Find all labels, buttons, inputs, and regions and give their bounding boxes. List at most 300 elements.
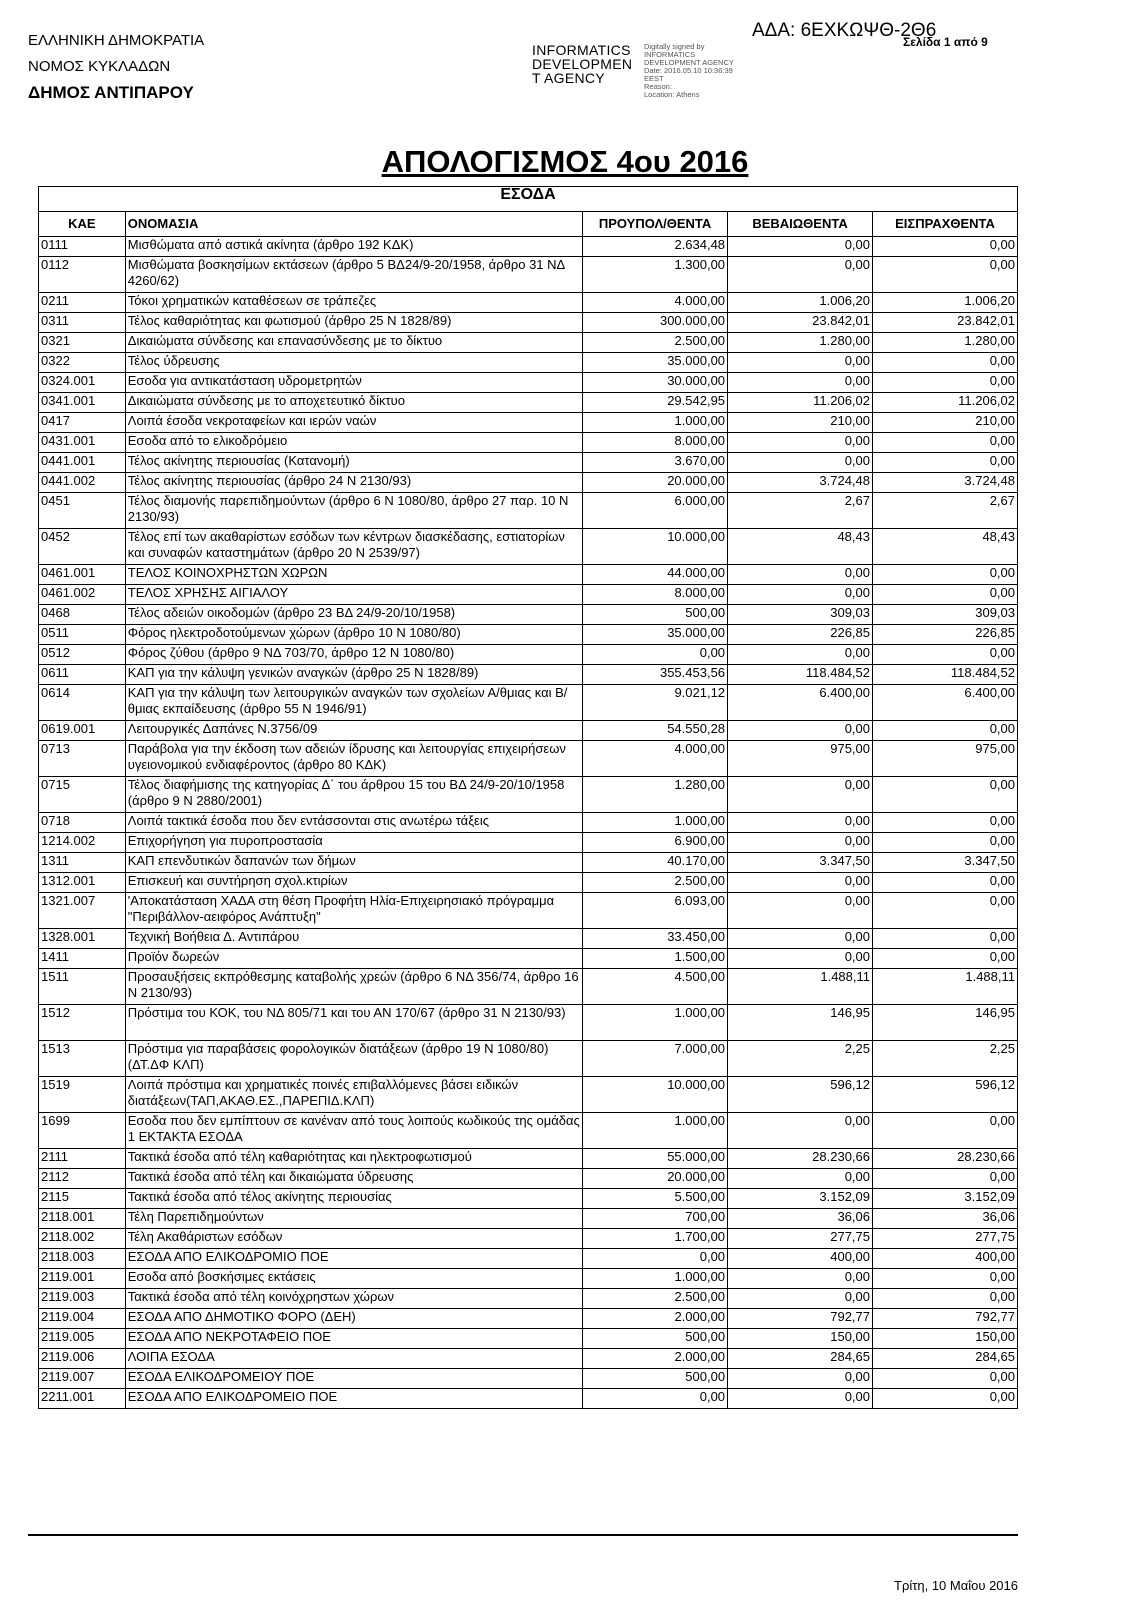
cell-name: Τέλος επί των ακαθαρίστων εσόδων των κέντρων διασκέδασης, εστιατορίων και συναφών καταστημάτων (άρθρο 20 Ν 2539/97)	[125, 529, 582, 565]
cell-kae: 1511	[39, 969, 126, 1005]
cell-collected: 0,00	[873, 353, 1018, 373]
cell-kae: 0715	[39, 777, 126, 813]
table-row	[39, 853, 1018, 873]
cell-name: Εσοδα για αντικατάσταση υδρομετρητών	[125, 373, 582, 393]
cell-collected: 210,00	[873, 413, 1018, 433]
cell-budget: 4.500,00	[583, 969, 728, 1005]
cell-kae: 0417	[39, 413, 126, 433]
cell-budget: 6.093,00	[583, 893, 728, 929]
cell-name: Επιχορήγηση για πυροπροστασία	[125, 833, 582, 853]
cell-kae: 1321.007	[39, 893, 126, 929]
cell-budget: 54.550,28	[583, 721, 728, 741]
cell-kae: 0451	[39, 493, 126, 529]
cell-budget: 1.000,00	[583, 1113, 728, 1149]
cell-budget: 1.280,00	[583, 777, 728, 813]
signature-details	[644, 43, 734, 99]
cell-kae: 2211.001	[39, 1389, 126, 1409]
cell-confirmed: 0,00	[728, 645, 873, 665]
page-number: Σελίδα 1 από 9	[903, 35, 988, 49]
table-row	[39, 493, 1018, 529]
cell-kae: 1513	[39, 1041, 126, 1077]
cell-confirmed: 0,00	[728, 873, 873, 893]
ada-code: ΑΔΑ: 6ΕΧΚΩΨΘ-2Θ6	[752, 20, 937, 41]
cell-name: Δικαιώματα σύνδεσης με το αποχετευτικό δίκτυο	[125, 393, 582, 413]
table-row	[39, 373, 1018, 393]
table-row	[39, 257, 1018, 293]
table-row	[39, 833, 1018, 853]
cell-kae: 0461.001	[39, 565, 126, 585]
page-title-text: ΑΠΟΛΟΓΙΣΜΟΣ 4ου 2016	[381, 144, 749, 179]
cell-collected: 28.230,66	[873, 1149, 1018, 1169]
cell-collected: 48,43	[873, 529, 1018, 565]
cell-collected: 6.400,00	[873, 685, 1018, 721]
cell-budget: 40.170,00	[583, 853, 728, 873]
table-row	[39, 433, 1018, 453]
cell-confirmed: 1.488,11	[728, 969, 873, 1005]
cell-collected: 0,00	[873, 645, 1018, 665]
cell-budget: 2.634,48	[583, 237, 728, 257]
cell-collected: 2,67	[873, 493, 1018, 529]
cell-confirmed: 48,43	[728, 529, 873, 565]
cell-name: Εσοδα από το ελικοδρόμειο	[125, 433, 582, 453]
issuer-line-1: ΕΛΛΗΝΙΚΗ ΔΗΜΟΚΡΑΤΙΑ	[28, 32, 205, 49]
cell-kae: 1312.001	[39, 873, 126, 893]
cell-confirmed: 0,00	[728, 433, 873, 453]
cell-collected: 23.842,01	[873, 313, 1018, 333]
sig-line: EEST	[644, 74, 664, 83]
cell-kae: 1311	[39, 853, 126, 873]
table-row	[39, 929, 1018, 949]
cell-name: Τεχνική Βοήθεια Δ. Αντιπάρου	[125, 929, 582, 949]
sig-line: DEVELOPMENT AGENCY	[644, 58, 734, 67]
cell-name: Τόκοι χρηματικών καταθέσεων σε τράπεζες	[125, 293, 582, 313]
cell-budget: 1.000,00	[583, 1005, 728, 1041]
cell-budget: 2.500,00	[583, 873, 728, 893]
cell-collected: 0,00	[873, 873, 1018, 893]
cell-confirmed: 0,00	[728, 1389, 873, 1409]
cell-collected: 0,00	[873, 1289, 1018, 1309]
cell-name: Τακτικά έσοδα από τέλη κοινόχρηστων χώρων	[125, 1289, 582, 1309]
cell-name: Φόρος ζύθου (άρθρο 9 ΝΔ 703/70, άρθρο 12 Ν 1080/80)	[125, 645, 582, 665]
cell-kae: 0111	[39, 237, 126, 257]
table-row	[39, 949, 1018, 969]
cell-collected: 0,00	[873, 777, 1018, 813]
cell-budget: 4.000,00	[583, 741, 728, 777]
table-row	[39, 625, 1018, 645]
cell-confirmed: 0,00	[728, 585, 873, 605]
cell-kae: 2119.001	[39, 1269, 126, 1289]
cell-name: Τέλος διαφήμισης της κατηγορίας Δ΄ του άρθρου 15 του ΒΔ 24/9-20/10/1958 (άρθρο 9 Ν 2880/2001)	[125, 777, 582, 813]
table-row	[39, 893, 1018, 929]
cell-budget: 33.450,00	[583, 929, 728, 949]
cell-confirmed: 0,00	[728, 1169, 873, 1189]
cell-confirmed: 277,75	[728, 1229, 873, 1249]
table-row	[39, 585, 1018, 605]
cell-collected: 0,00	[873, 833, 1018, 853]
cell-name: Τακτικά έσοδα από τέλη και δικαιώματα ύδρευσης	[125, 1169, 582, 1189]
cell-confirmed: 0,00	[728, 949, 873, 969]
cell-name: Λοιπά τακτικά έσοδα που δεν εντάσσονται στις ανωτέρω τάξεις	[125, 813, 582, 833]
cell-name: Προϊόν δωρεών	[125, 949, 582, 969]
cell-budget: 30.000,00	[583, 373, 728, 393]
table-row	[39, 645, 1018, 665]
cell-budget: 0,00	[583, 1389, 728, 1409]
cell-confirmed: 0,00	[728, 565, 873, 585]
cell-budget: 0,00	[583, 645, 728, 665]
col-header-name: ΟΝΟΜΑΣΙΑ	[125, 212, 582, 237]
cell-kae: 0713	[39, 741, 126, 777]
table-row	[39, 1077, 1018, 1113]
cell-confirmed: 0,00	[728, 453, 873, 473]
cell-kae: 2119.005	[39, 1329, 126, 1349]
table-row	[39, 1169, 1018, 1189]
cell-name: Λοιπά έσοδα νεκροταφείων και ιερών ναών	[125, 413, 582, 433]
table-row	[39, 1229, 1018, 1249]
cell-kae: 2118.001	[39, 1209, 126, 1229]
cell-name: Τέλος αδειών οικοδομών (άρθρο 23 ΒΔ 24/9-20/10/1958)	[125, 605, 582, 625]
cell-collected: 400,00	[873, 1249, 1018, 1269]
cell-kae: 1411	[39, 949, 126, 969]
cell-kae: 1512	[39, 1005, 126, 1041]
cell-collected: 0,00	[873, 453, 1018, 473]
cell-kae: 0211	[39, 293, 126, 313]
table-row	[39, 293, 1018, 313]
cell-confirmed: 11.206,02	[728, 393, 873, 413]
cell-collected: 226,85	[873, 625, 1018, 645]
cell-collected: 0,00	[873, 237, 1018, 257]
cell-kae: 0441.001	[39, 453, 126, 473]
cell-collected: 0,00	[873, 1369, 1018, 1389]
table-row	[39, 813, 1018, 833]
page-title	[0, 144, 1130, 180]
cell-budget: 500,00	[583, 1329, 728, 1349]
revenue-table	[38, 186, 1018, 1409]
cell-name: 'Αποκατάσταση ΧΑΔΑ στη θέση Προφήτη Ηλία-Επιχειρησιακό πρόγραμμα "Περιβάλλον-αειφόρος Ανάπτυξη"	[125, 893, 582, 929]
cell-kae: 1214.002	[39, 833, 126, 853]
cell-budget: 300.000,00	[583, 313, 728, 333]
table-row	[39, 1329, 1018, 1349]
table-row	[39, 605, 1018, 625]
cell-kae: 2111	[39, 1149, 126, 1169]
cell-confirmed: 23.842,01	[728, 313, 873, 333]
cell-confirmed: 2,25	[728, 1041, 873, 1077]
table-row	[39, 1389, 1018, 1409]
cell-budget: 1.000,00	[583, 413, 728, 433]
cell-collected: 1.006,20	[873, 293, 1018, 313]
cell-collected: 3.347,50	[873, 853, 1018, 873]
sig-line: Date: 2016.05.10 10:36:39	[644, 66, 733, 75]
footer-date: Τρίτη, 10 Μαΐου 2016	[894, 1578, 1018, 1593]
cell-name: Εσοδα που δεν εμπίπτουν σε κανέναν από τους λοιπούς κωδικούς της ομάδας 1 ΕΚΤΑΚΤΑ ΕΣΟΔΑ	[125, 1113, 582, 1149]
cell-collected: 2,25	[873, 1041, 1018, 1077]
cell-budget: 1.700,00	[583, 1229, 728, 1249]
table-row	[39, 565, 1018, 585]
cell-kae: 0441.002	[39, 473, 126, 493]
cell-collected: 150,00	[873, 1329, 1018, 1349]
cell-kae: 2119.007	[39, 1369, 126, 1389]
cell-name: Φόρος ηλεκτροδοτούμενων χώρων (άρθρο 10 Ν 1080/80)	[125, 625, 582, 645]
cell-budget: 8.000,00	[583, 585, 728, 605]
table-row	[39, 529, 1018, 565]
table-row	[39, 333, 1018, 353]
cell-confirmed: 975,00	[728, 741, 873, 777]
sig-line: Digitally signed by	[644, 42, 705, 51]
cell-budget: 2.500,00	[583, 333, 728, 353]
table-row	[39, 1149, 1018, 1169]
cell-budget: 1.500,00	[583, 949, 728, 969]
cell-budget: 10.000,00	[583, 529, 728, 565]
digital-signature	[532, 43, 832, 113]
cell-confirmed: 400,00	[728, 1249, 873, 1269]
table-row	[39, 777, 1018, 813]
cell-collected: 277,75	[873, 1229, 1018, 1249]
cell-collected: 0,00	[873, 949, 1018, 969]
cell-confirmed: 226,85	[728, 625, 873, 645]
cell-budget: 1.300,00	[583, 257, 728, 293]
cell-budget: 2.000,00	[583, 1309, 728, 1329]
cell-budget: 1.000,00	[583, 1269, 728, 1289]
cell-kae: 0512	[39, 645, 126, 665]
cell-name: Τέλος ακίνητης περιουσίας (άρθρο 24 Ν 2130/93)	[125, 473, 582, 493]
cell-kae: 0431.001	[39, 433, 126, 453]
cell-name: Λειτουργικές Δαπάνες Ν.3756/09	[125, 721, 582, 741]
cell-kae: 0324.001	[39, 373, 126, 393]
cell-kae: 2119.003	[39, 1289, 126, 1309]
cell-kae: 2119.004	[39, 1309, 126, 1329]
cell-budget: 35.000,00	[583, 625, 728, 645]
cell-confirmed: 2,67	[728, 493, 873, 529]
cell-collected: 0,00	[873, 1269, 1018, 1289]
cell-budget: 29.542,95	[583, 393, 728, 413]
cell-kae: 1328.001	[39, 929, 126, 949]
table-row	[39, 353, 1018, 373]
cell-name: Παράβολα για την έκδοση των αδειών ίδρυσης και λειτουργίας επιχειρήσεων υγειονομικού ενδιαφέροντος (άρθρο 80 ΚΔΚ)	[125, 741, 582, 777]
cell-kae: 1699	[39, 1113, 126, 1149]
cell-collected: 309,03	[873, 605, 1018, 625]
table-row	[39, 1189, 1018, 1209]
issuer-line-3: ΔΗΜΟΣ ΑΝΤΙΠΑΡΟΥ	[28, 83, 194, 102]
cell-collected: 0,00	[873, 373, 1018, 393]
cell-budget: 5.500,00	[583, 1189, 728, 1209]
cell-collected: 1.488,11	[873, 969, 1018, 1005]
table-row	[39, 237, 1018, 257]
cell-budget: 3.670,00	[583, 453, 728, 473]
cell-name: Δικαιώματα σύνδεσης και επανασύνδεσης με το δίκτυο	[125, 333, 582, 353]
cell-collected: 792,77	[873, 1309, 1018, 1329]
cell-name: Τέλη Ακαθάριστων εσόδων	[125, 1229, 582, 1249]
cell-name: Τέλος ακίνητης περιουσίας (Κατανομή)	[125, 453, 582, 473]
cell-budget: 20.000,00	[583, 473, 728, 493]
cell-name: Επισκευή και συντήρηση σχολ.κτιρίων	[125, 873, 582, 893]
cell-confirmed: 3.152,09	[728, 1189, 873, 1209]
cell-name: ΚΑΠ για την κάλυψη των λειτουργικών αναγκών των σχολείων Α/θμιας και Β/θμιας εκπαίδευσης (άρθρο 55 Ν 1946/91)	[125, 685, 582, 721]
cell-budget: 355.453,56	[583, 665, 728, 685]
cell-budget: 700,00	[583, 1209, 728, 1229]
cell-collected: 118.484,52	[873, 665, 1018, 685]
col-header-collected: ΕΙΣΠΡΑΧΘΕΝΤΑ	[873, 212, 1018, 237]
cell-budget: 35.000,00	[583, 353, 728, 373]
col-header-kae: ΚΑΕ	[39, 212, 126, 237]
cell-kae: 0614	[39, 685, 126, 721]
cell-confirmed: 0,00	[728, 1289, 873, 1309]
cell-kae: 0341.001	[39, 393, 126, 413]
footer-divider	[28, 1534, 1018, 1536]
cell-confirmed: 146,95	[728, 1005, 873, 1041]
cell-name: Μισθώματα βοσκησίμων εκτάσεων (άρθρο 5 ΒΔ24/9-20/1958, άρθρο 31 ΝΔ 4260/62)	[125, 257, 582, 293]
cell-budget: 1.000,00	[583, 813, 728, 833]
issuer-line-2: ΝΟΜΟΣ ΚΥΚΛΑΔΩΝ	[28, 58, 171, 75]
cell-kae: 0311	[39, 313, 126, 333]
cell-confirmed: 0,00	[728, 929, 873, 949]
cell-name: ΤΕΛΟΣ ΚΟΙΝΟΧΡΗΣΤΩΝ ΧΩΡΩΝ	[125, 565, 582, 585]
table-row	[39, 1349, 1018, 1369]
cell-confirmed: 0,00	[728, 777, 873, 813]
cell-collected: 0,00	[873, 1389, 1018, 1409]
table-row	[39, 313, 1018, 333]
cell-confirmed: 150,00	[728, 1329, 873, 1349]
cell-collected: 0,00	[873, 433, 1018, 453]
cell-budget: 500,00	[583, 605, 728, 625]
cell-collected: 284,65	[873, 1349, 1018, 1369]
cell-collected: 596,12	[873, 1077, 1018, 1113]
cell-confirmed: 0,00	[728, 813, 873, 833]
table-row	[39, 665, 1018, 685]
cell-collected: 0,00	[873, 721, 1018, 741]
cell-confirmed: 1.280,00	[728, 333, 873, 353]
cell-collected: 0,00	[873, 1113, 1018, 1149]
sig-line: INFORMATICS	[644, 50, 696, 59]
cell-kae: 0112	[39, 257, 126, 293]
cell-name: Τέλη Παρεπιδημούντων	[125, 1209, 582, 1229]
table-row	[39, 1309, 1018, 1329]
cell-name: Τέλος καθαριότητας και φωτισμού (άρθρο 25 Ν 1828/89)	[125, 313, 582, 333]
cell-budget: 8.000,00	[583, 433, 728, 453]
cell-confirmed: 118.484,52	[728, 665, 873, 685]
cell-kae: 0611	[39, 665, 126, 685]
cell-budget: 9.021,12	[583, 685, 728, 721]
cell-name: ΚΑΠ για την κάλυψη γενικών αναγκών (άρθρο 25 Ν 1828/89)	[125, 665, 582, 685]
cell-name: ΕΣΟΔΑ ΑΠΟ ΔΗΜΟΤΙΚΟ ΦΟΡΟ (ΔΕΗ)	[125, 1309, 582, 1329]
cell-collected: 0,00	[873, 585, 1018, 605]
cell-confirmed: 0,00	[728, 721, 873, 741]
table-row	[39, 453, 1018, 473]
cell-kae: 1519	[39, 1077, 126, 1113]
cell-collected: 146,95	[873, 1005, 1018, 1041]
cell-kae: 0718	[39, 813, 126, 833]
cell-budget: 2.000,00	[583, 1349, 728, 1369]
cell-kae: 2112	[39, 1169, 126, 1189]
sig-line: Location: Athens	[644, 90, 700, 99]
cell-name: Πρόστιμα του ΚΟΚ, του ΝΔ 805/71 και του ΑΝ 170/67 (άρθρο 31 Ν 2130/93)	[125, 1005, 582, 1041]
signer-name: INFORMATICS DEVELOPMEN T AGENCY	[532, 42, 633, 86]
cell-budget: 44.000,00	[583, 565, 728, 585]
cell-confirmed: 36,06	[728, 1209, 873, 1229]
table-row	[39, 473, 1018, 493]
cell-confirmed: 0,00	[728, 1113, 873, 1149]
cell-name: ΤΕΛΟΣ ΧΡΗΣΗΣ ΑΙΓΙΑΛΟΥ	[125, 585, 582, 605]
section-title: ΕΣΟΔΑ	[39, 187, 1018, 212]
cell-kae: 0322	[39, 353, 126, 373]
cell-confirmed: 3.347,50	[728, 853, 873, 873]
cell-confirmed: 0,00	[728, 237, 873, 257]
col-header-budget: ΠΡΟΥΠΟΛ/ΘΕΝΤΑ	[583, 212, 728, 237]
cell-budget: 20.000,00	[583, 1169, 728, 1189]
cell-name: ΚΑΠ επενδυτικών δαπανών των δήμων	[125, 853, 582, 873]
cell-confirmed: 0,00	[728, 353, 873, 373]
cell-collected: 1.280,00	[873, 333, 1018, 353]
cell-budget: 2.500,00	[583, 1289, 728, 1309]
cell-kae: 2119.006	[39, 1349, 126, 1369]
cell-kae: 2115	[39, 1189, 126, 1209]
cell-collected: 975,00	[873, 741, 1018, 777]
cell-name: ΕΣΟΔΑ ΑΠΟ ΝΕΚΡΟΤΑΦΕΙΟ ΠΟΕ	[125, 1329, 582, 1349]
table-row	[39, 413, 1018, 433]
cell-budget: 4.000,00	[583, 293, 728, 313]
table-row	[39, 1269, 1018, 1289]
cell-confirmed: 6.400,00	[728, 685, 873, 721]
cell-kae: 0619.001	[39, 721, 126, 741]
cell-budget: 55.000,00	[583, 1149, 728, 1169]
cell-confirmed: 309,03	[728, 605, 873, 625]
cell-collected: 0,00	[873, 257, 1018, 293]
cell-kae: 0468	[39, 605, 126, 625]
sig-line: Reason:	[644, 82, 672, 91]
cell-kae: 0511	[39, 625, 126, 645]
cell-confirmed: 0,00	[728, 893, 873, 929]
cell-kae: 2118.003	[39, 1249, 126, 1269]
cell-collected: 0,00	[873, 813, 1018, 833]
table-row	[39, 873, 1018, 893]
cell-budget: 6.000,00	[583, 493, 728, 529]
table-row	[39, 1369, 1018, 1389]
cell-collected: 0,00	[873, 1169, 1018, 1189]
cell-name: Τέλος διαμονής παρεπιδημούντων (άρθρο 6 Ν 1080/80, άρθρο 27 παρ. 10 Ν 2130/93)	[125, 493, 582, 529]
cell-collected: 36,06	[873, 1209, 1018, 1229]
cell-confirmed: 0,00	[728, 1269, 873, 1289]
cell-collected: 0,00	[873, 893, 1018, 929]
cell-confirmed: 792,77	[728, 1309, 873, 1329]
table-row	[39, 1289, 1018, 1309]
cell-collected: 3.724,48	[873, 473, 1018, 493]
cell-collected: 3.152,09	[873, 1189, 1018, 1209]
cell-budget: 500,00	[583, 1369, 728, 1389]
cell-name: Τακτικά έσοδα από τέλη καθαριότητας και ηλεκτροφωτισμού	[125, 1149, 582, 1169]
cell-confirmed: 3.724,48	[728, 473, 873, 493]
cell-name: Τακτικά έσοδα από τέλος ακίνητης περιουσίας	[125, 1189, 582, 1209]
issuer-header	[28, 28, 204, 106]
table-row	[39, 1041, 1018, 1077]
cell-budget: 0,00	[583, 1249, 728, 1269]
table-row	[39, 1249, 1018, 1269]
cell-confirmed: 0,00	[728, 257, 873, 293]
cell-name: ΕΣΟΔΑ ΕΛΙΚΟΔΡΟΜΕΙΟΥ ΠΟΕ	[125, 1369, 582, 1389]
col-header-confirmed: ΒΕΒΑΙΩΘΕΝΤΑ	[728, 212, 873, 237]
table-row	[39, 393, 1018, 413]
cell-confirmed: 0,00	[728, 373, 873, 393]
cell-confirmed: 0,00	[728, 1369, 873, 1389]
cell-confirmed: 0,00	[728, 833, 873, 853]
cell-name: Προσαυξήσεις εκπρόθεσμης καταβολής χρεών (άρθρο 6 ΝΔ 356/74, άρθρο 16 Ν 2130/93)	[125, 969, 582, 1005]
cell-confirmed: 1.006,20	[728, 293, 873, 313]
cell-collected: 11.206,02	[873, 393, 1018, 413]
table-row	[39, 721, 1018, 741]
cell-collected: 0,00	[873, 929, 1018, 949]
cell-budget: 6.900,00	[583, 833, 728, 853]
table-row	[39, 969, 1018, 1005]
cell-name: Εσοδα από βοσκήσιμες εκτάσεις	[125, 1269, 582, 1289]
cell-confirmed: 210,00	[728, 413, 873, 433]
cell-budget: 10.000,00	[583, 1077, 728, 1113]
